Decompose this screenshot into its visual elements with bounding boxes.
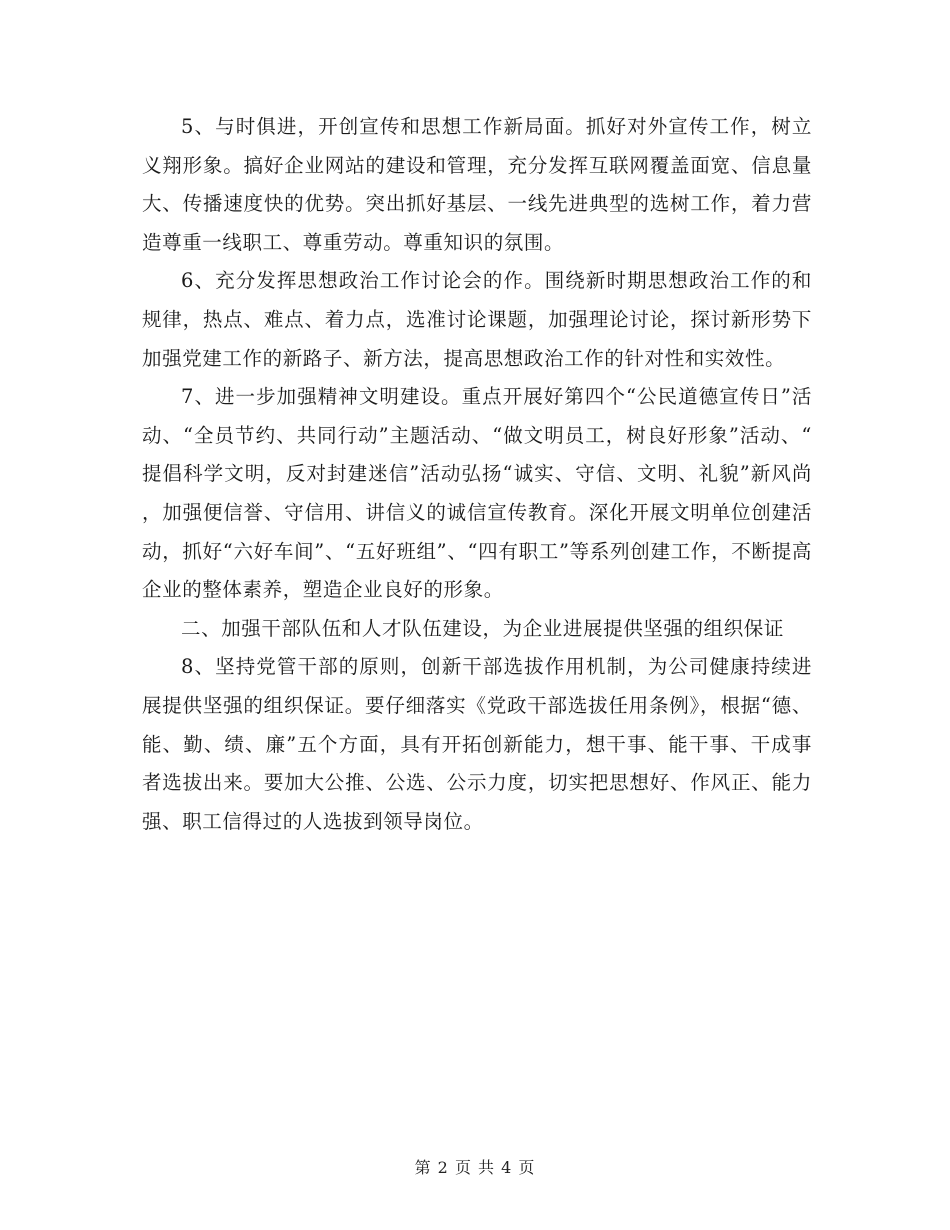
section-heading-two: 二、加强干部队伍和人才队伍建设，为企业进展提供坚强的组织保证 bbox=[181, 616, 785, 640]
paragraph-item-8-cadres: 8、坚持党管干部的原则，创新干部选拔作用机制，为公司健康持续进展提供坚强的组织保证。要仔细落实《党政干部选拔任用条例》，根据“德、能、勤、绩、廉”五个方面，具有开拓创新能力，想干事、能干事、干成事者选拔出来。要加大公推、公选、公示力度，切实把思想好、作风正、能力强、职工信得过的人选拔到领导岗位。 bbox=[142, 655, 812, 833]
paragraph-item-7-civilization: 7、进一步加强精神文明建设。重点开展好第四个“公民道德宣传日”活动、“全员节约、共同行动”主题活动、“做文明员工，树良好形象”活动、“提倡科学文明，反对封建迷信”活动弘扬“诚实、守信、文明、礼貌”新风尚，加强便信誉、守信用、讲信义的诚信宣传教育。深化开展文明单位创建活动，抓好“六好车间”、“五好班组”、“四有职工”等系列创建工作，不断提高企业的整体素养，塑造企业良好的形象。 bbox=[142, 385, 812, 602]
page-footer bbox=[0, 1158, 950, 1178]
document-body bbox=[142, 108, 812, 841]
paragraph-item-5-publicity: 5、与时俱进，开创宣传和思想工作新局面。抓好对外宣传工作，树立义翔形象。搞好企业网站的建设和管理，充分发挥互联网覆盖面宽、信息量大、传播速度快的优势。突出抓好基层、一线先进典型的选树工作，着力营造尊重一线职工、尊重劳动。尊重知识的氛围。 bbox=[142, 115, 812, 254]
paragraph-item-6-discussion: 6、充分发挥思想政治工作讨论会的作。围绕新时期思想政治工作的和规律，热点、难点、着力点，选准讨论课题，加强理论讨论，探讨新形势下加强党建工作的新路子、新方法，提高思想政治工作的针对性和实效性。 bbox=[142, 269, 812, 370]
page-number-label: 第 2 页 共 4 页 bbox=[414, 1158, 536, 1177]
